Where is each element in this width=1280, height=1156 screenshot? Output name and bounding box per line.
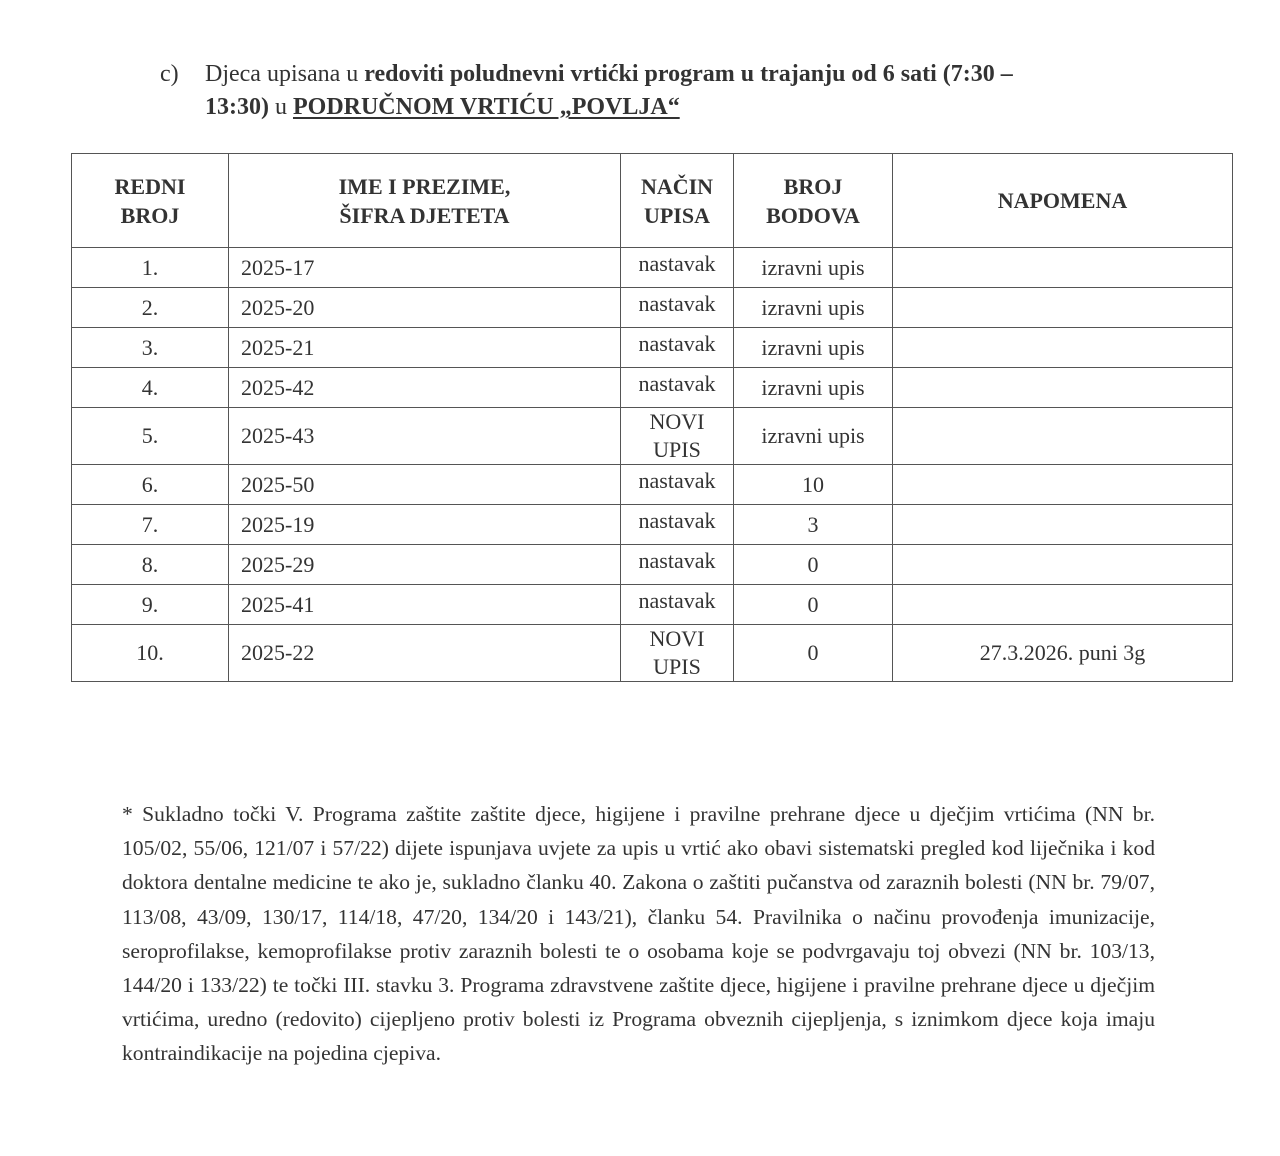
column-header-nacin-upisa xyxy=(621,154,734,248)
table-row xyxy=(72,465,1233,505)
header-line: BODOVA xyxy=(766,202,860,228)
enrollment-type-line: NOVI xyxy=(649,409,705,434)
note xyxy=(893,545,1233,585)
points: 0 xyxy=(734,585,893,625)
enrollment-type xyxy=(621,585,734,625)
note xyxy=(893,328,1233,368)
enrollment-type-line: UPIS xyxy=(653,437,701,462)
enrollment-type xyxy=(621,625,734,682)
table-header-row xyxy=(72,154,1233,248)
enrollment-type-line: UPIS xyxy=(653,654,701,679)
header-line: IME I PREZIME, xyxy=(338,173,511,199)
heading-line-2 xyxy=(160,91,1180,124)
enrollment-type-line: nastavak xyxy=(638,547,716,573)
enrollment-type xyxy=(621,545,734,585)
child-code: 2025-20 xyxy=(229,288,621,328)
child-code: 2025-29 xyxy=(229,545,621,585)
header-line: UPISA xyxy=(643,202,710,228)
enrollment-type-line: nastavak xyxy=(638,330,716,356)
enrollment-type-text xyxy=(639,467,716,495)
enrollment-type xyxy=(621,408,734,465)
section-heading xyxy=(160,58,1180,124)
child-code: 2025-42 xyxy=(229,368,621,408)
child-code: 2025-19 xyxy=(229,505,621,545)
heading-line-1 xyxy=(160,58,1180,91)
table-row xyxy=(72,368,1233,408)
header-line: ŠIFRA DJETETA xyxy=(339,202,510,228)
table-body xyxy=(72,248,1233,682)
program-end-time: 13:30) xyxy=(205,94,269,120)
row-number: 7. xyxy=(72,505,229,545)
enrollment-type-text xyxy=(639,330,716,358)
enrollment-type-line: nastavak xyxy=(638,290,716,316)
row-number: 5. xyxy=(72,408,229,465)
table-row xyxy=(72,288,1233,328)
enrollment-type-line: NOVI xyxy=(649,626,705,651)
enrollment-type xyxy=(621,248,734,288)
enrollment-type-text xyxy=(650,625,705,681)
row-number: 3. xyxy=(72,328,229,368)
enrollment-type-line: nastavak xyxy=(638,370,716,396)
enrollment-type-text xyxy=(639,250,716,278)
note xyxy=(893,585,1233,625)
row-number: 1. xyxy=(72,248,229,288)
enrollment-table xyxy=(71,153,1233,682)
header-line: BROJ xyxy=(120,202,180,228)
points: 10 xyxy=(734,465,893,505)
child-code: 2025-22 xyxy=(229,625,621,682)
header-line: NAPOMENA xyxy=(997,188,1128,213)
note: 27.3.2026. puni 3g xyxy=(893,625,1233,682)
enrollment-type-text xyxy=(639,507,716,535)
row-number: 10. xyxy=(72,625,229,682)
points: 0 xyxy=(734,625,893,682)
enrollment-type-text xyxy=(639,587,716,615)
enrollment-type xyxy=(621,288,734,328)
footnote: * Sukladno točki V. Programa zaštite zaštite djece, higijene i pravilne prehrane djece u dječjim vrtićima (NN br. 105/02, 55/06, 121/07 i 57/22) dijete ispunjava uvjete za upis u vrtić ako obavi sistematski pregled kod liječnika i kod doktora dentalne medicine te ako je, sukladno članku 40. Zakona o zaštiti pučanstva od zaraznih bolesti (NN br. 79/07, 113/08, 43/09, 130/17, 114/18, 47/20, 134/20 i 143/21), članku 54. Pravilnika o načinu provođenja imunizacije, seroprofilakse, kemoprofilakse protiv zaraznih bolesti te o osobama koje se podvrgavaju toj obvezi (NN br. 103/13, 144/20 i 133/22) te točki III. stavku 3. Programa zdravstvene zaštite djece, higijene i pravilne prehrane djece u dječjim vrtićima, uredno (redovito) cijepljeno protiv bolesti iz Programa obveznih cijepljenja, s iznimkom djece koja imaju kontraindikacije na pojedina cjepiva. xyxy=(122,802,1155,1066)
enrollment-type-text xyxy=(639,547,716,575)
kindergarten-name: PODRUČNOM VRTIĆU „POVLJA“ xyxy=(292,94,680,120)
enrollment-type xyxy=(621,465,734,505)
points: izravni upis xyxy=(734,408,893,465)
points: izravni upis xyxy=(734,248,893,288)
row-number: 6. xyxy=(72,465,229,505)
table-row xyxy=(72,585,1233,625)
note xyxy=(893,465,1233,505)
points: 0 xyxy=(734,545,893,585)
table-row xyxy=(72,625,1233,682)
points: izravni upis xyxy=(734,288,893,328)
list-marker: c) xyxy=(160,61,179,87)
program-description: redoviti poludnevni vrtićki program u trajanju od 6 sati (7:30 – xyxy=(364,61,1013,87)
enrollment-type-line: nastavak xyxy=(638,250,716,276)
child-code: 2025-17 xyxy=(229,248,621,288)
enrollment-type xyxy=(621,368,734,408)
points: izravni upis xyxy=(734,368,893,408)
column-header-redni-broj xyxy=(72,154,229,248)
enrollment-type xyxy=(621,505,734,545)
note xyxy=(893,248,1233,288)
child-code: 2025-41 xyxy=(229,585,621,625)
child-code: 2025-50 xyxy=(229,465,621,505)
note xyxy=(893,408,1233,465)
enrollment-type-text xyxy=(639,290,716,318)
column-header-broj-bodova xyxy=(734,154,893,248)
heading-connector: u xyxy=(268,94,293,120)
enrollment-type-text xyxy=(650,408,705,464)
row-number: 9. xyxy=(72,585,229,625)
row-number: 4. xyxy=(72,368,229,408)
child-code: 2025-21 xyxy=(229,328,621,368)
enrollment-type-line: nastavak xyxy=(638,467,716,493)
table-row xyxy=(72,545,1233,585)
table-row xyxy=(72,328,1233,368)
note xyxy=(893,505,1233,545)
points: izravni upis xyxy=(734,328,893,368)
header-line: BROJ xyxy=(783,173,843,199)
note xyxy=(893,288,1233,328)
enrollment-type-line: nastavak xyxy=(638,587,716,613)
child-code: 2025-43 xyxy=(229,408,621,465)
points: 3 xyxy=(734,505,893,545)
enrollment-type xyxy=(621,328,734,368)
enrollment-type-text xyxy=(639,370,716,398)
heading-text-plain: Djeca upisana u xyxy=(205,61,365,87)
column-header-napomena xyxy=(893,154,1233,248)
table-row xyxy=(72,248,1233,288)
enrollment-type-line: nastavak xyxy=(638,507,716,533)
row-number: 8. xyxy=(72,545,229,585)
note xyxy=(893,368,1233,408)
table-row xyxy=(72,505,1233,545)
header-line: REDNI xyxy=(114,173,186,199)
row-number: 2. xyxy=(72,288,229,328)
header-line: NAČIN xyxy=(640,173,714,199)
table-row xyxy=(72,408,1233,465)
column-header-ime-sifra xyxy=(229,154,621,248)
